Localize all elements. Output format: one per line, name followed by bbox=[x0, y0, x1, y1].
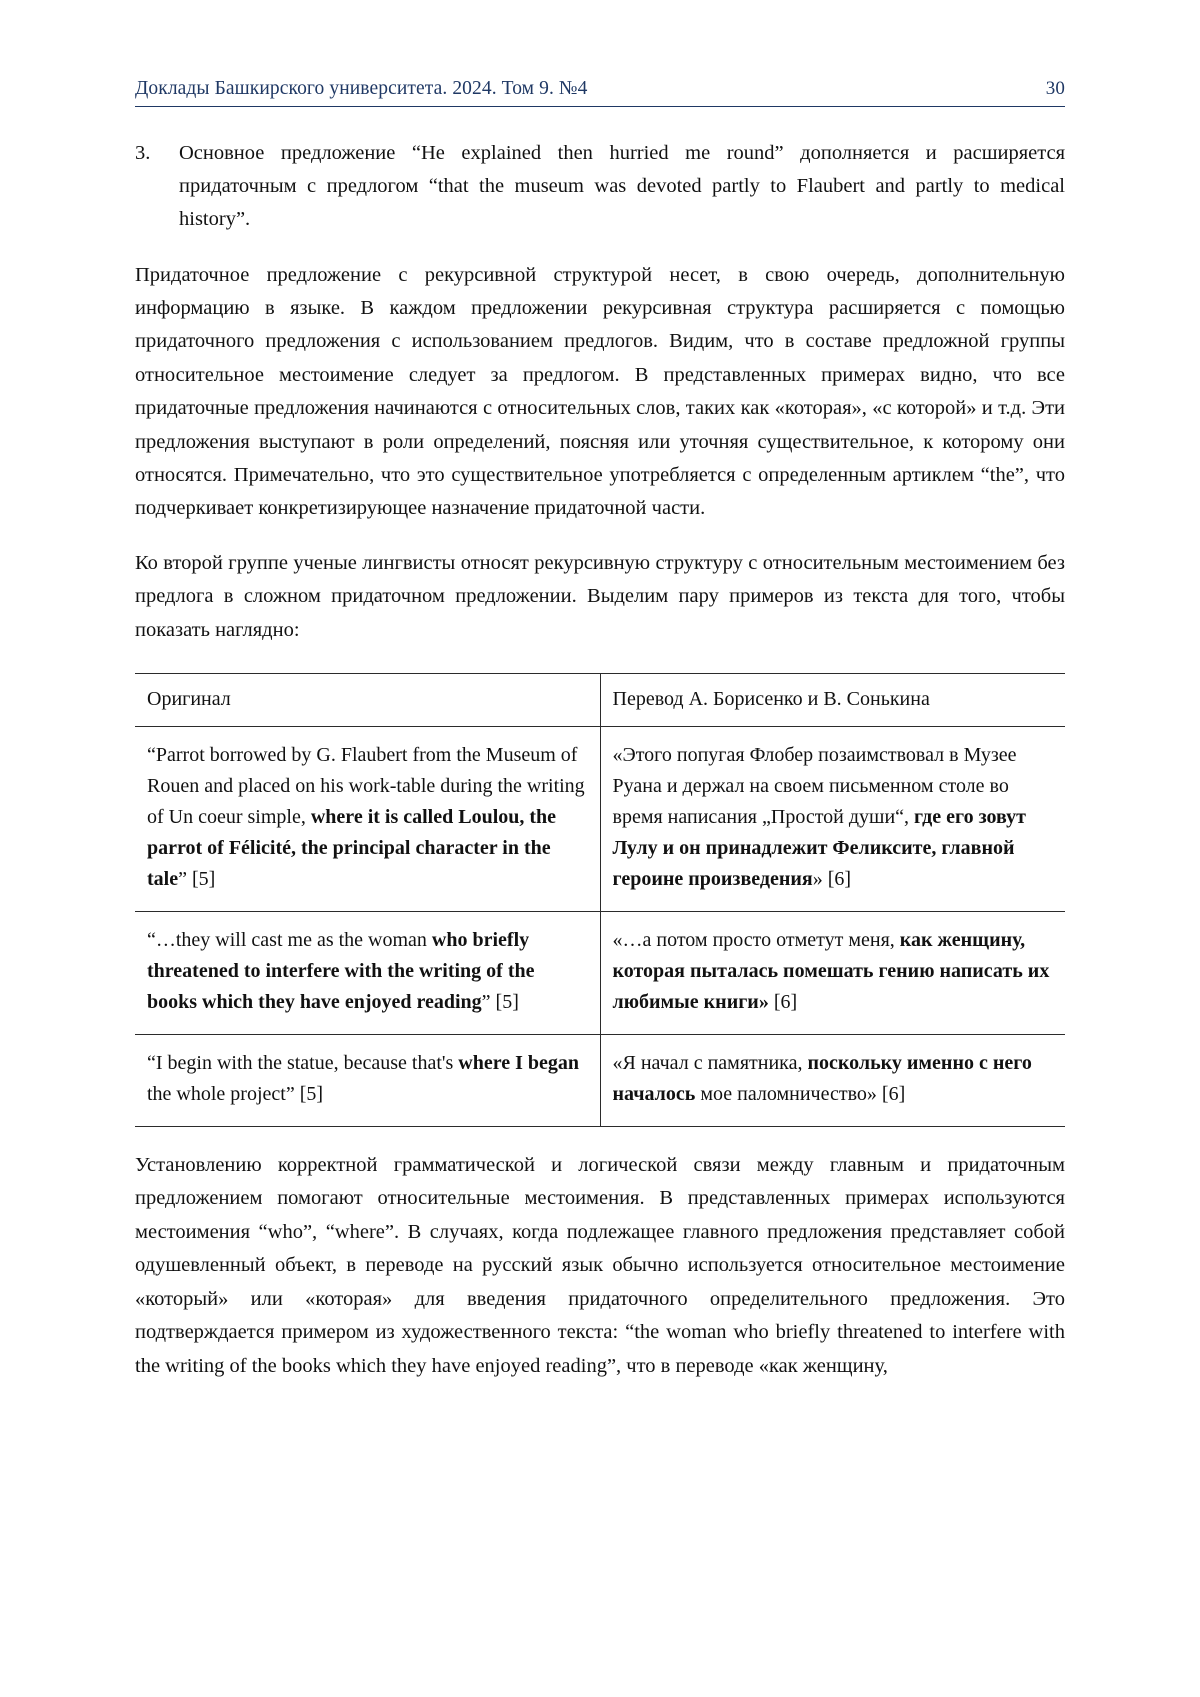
table-header-original: Оригинал bbox=[135, 674, 600, 727]
item-quote-en-2: “that the museum was devoted partly to Flaubert and partly to medical history” bbox=[179, 175, 1065, 231]
cell-text-bold: where I began bbox=[458, 1052, 580, 1075]
cell-text-ref: [6] bbox=[768, 991, 798, 1014]
cell-text-plain: “…they will cast me as the woman bbox=[147, 929, 432, 952]
table-cell-translation-2 bbox=[600, 912, 1065, 1035]
cell-text-bold: где его зовут Лулу и он принадлежит Феликсите, главной героине произведения bbox=[612, 806, 1026, 891]
table-cell-original-3 bbox=[135, 1035, 600, 1127]
cell-text-bold: как женщину, которая пыталась помешать гению написать их любимые книги» bbox=[612, 929, 1050, 1014]
table-cell-translation-3 bbox=[600, 1035, 1065, 1127]
cell-text-ref: мое паломничество» [6] bbox=[695, 1083, 906, 1106]
table-header-row bbox=[135, 674, 1065, 727]
cell-text-bold: where it is called Loulou, the parrot of Félicité, the principal character in the tale bbox=[147, 806, 557, 891]
table-header-translation: Перевод А. Борисенко и В. Сонькина bbox=[600, 674, 1065, 727]
running-head bbox=[135, 78, 1065, 107]
cell-text-bold: поскольку именно с него началось bbox=[612, 1052, 1032, 1106]
page-number: 30 bbox=[1045, 78, 1065, 99]
cell-text-plain: «Я начал с памятника, bbox=[612, 1052, 808, 1075]
table-row bbox=[135, 1035, 1065, 1127]
list-item-number: 3. bbox=[135, 142, 151, 164]
cell-text-ref: the whole project” [5] bbox=[147, 1083, 324, 1106]
cell-text-plain: “I begin with the statue, because that's bbox=[147, 1052, 459, 1075]
paragraph-2: Ко второй группе ученые лингвисты относят рекурсивную структуру с относительным местоимением без предлога в сложном придаточном предложении. Выделим пару примеров из текста для того, чтобы показать наглядно: bbox=[135, 551, 1065, 641]
cell-text-ref: ” [5] bbox=[178, 868, 216, 891]
table-row bbox=[135, 727, 1065, 912]
cell-text-bold: who briefly threatened to interfere with the writing of the books which they have enjoyed reading bbox=[147, 929, 535, 1014]
paragraph-1: Придаточное предложение с рекурсивной структурой несет, в свою очередь, дополнительную информацию в языке. В каждом предложении рекурсивная структура расширяется с помощью придаточного предложения с использованием предлогов. Видим, что в составе предложной группы относительное местоимение следует за предлогом. В представленных примерах видно, что все придаточные предложения начинаются с относительных слов, таких как «которая», «с которой» и т.д. Эти предложения выступают в роли определений, поясняя или уточняя существительное, к которому они относятся. Примечательно, что это существительное употребляется с определенным артиклем “the”, что подчеркивает конкретизирующее назначение придаточной части. bbox=[135, 263, 1065, 520]
item-text-before: Основное предложение bbox=[179, 142, 412, 164]
table-row bbox=[135, 912, 1065, 1035]
paragraph-3: Установлению корректной грамматической и логической связи между главным и придаточным предложением помогают относительные местоимения. В представленных примерах используются местоимения “who”, “where”. В случаях, когда подлежащее главного предложения представляет собой одушевленный объект, в переводе на русский язык обычно используется относительное местоимение «который» или «которая» для введения придаточного определительного предложения. Это подтверждается примером из художественного текста: “the woman who briefly threatened to interfere with the writing of the books which they have enjoyed reading”, что в переводе «как женщину, bbox=[135, 1154, 1065, 1377]
list-item-text bbox=[179, 137, 1065, 237]
cell-text-ref: ” [5] bbox=[481, 991, 519, 1014]
item-text-after: . bbox=[245, 208, 251, 231]
cell-text-plain: “Parrot borrowed by G. Flaubert from the Museum of Rouen and placed on his work-table during the writing of Un coeur simple, bbox=[147, 744, 585, 829]
table-cell-original-2 bbox=[135, 912, 600, 1035]
journal-title: Доклады Башкирского университета. 2024. Том 9. №4 bbox=[135, 78, 588, 99]
table-cell-original-1 bbox=[135, 727, 600, 912]
cell-text-plain: «…а потом просто отметут меня, bbox=[612, 929, 900, 952]
examples-table bbox=[135, 673, 1065, 1127]
cell-text-plain: «Этого попугая Флобер позаимствовал в Музее Руана и держал на своем письменном столе во время написания „Простой души“, bbox=[612, 744, 1017, 829]
item-text-middle: дополняется и расширяется придаточным с предлогом bbox=[179, 142, 1065, 198]
numbered-list-item bbox=[135, 137, 1065, 237]
table-cell-translation-1 bbox=[600, 727, 1065, 912]
cell-text-ref: » [6] bbox=[812, 868, 852, 891]
item-quote-en-1: “He explained then hurried me round” bbox=[411, 142, 784, 164]
